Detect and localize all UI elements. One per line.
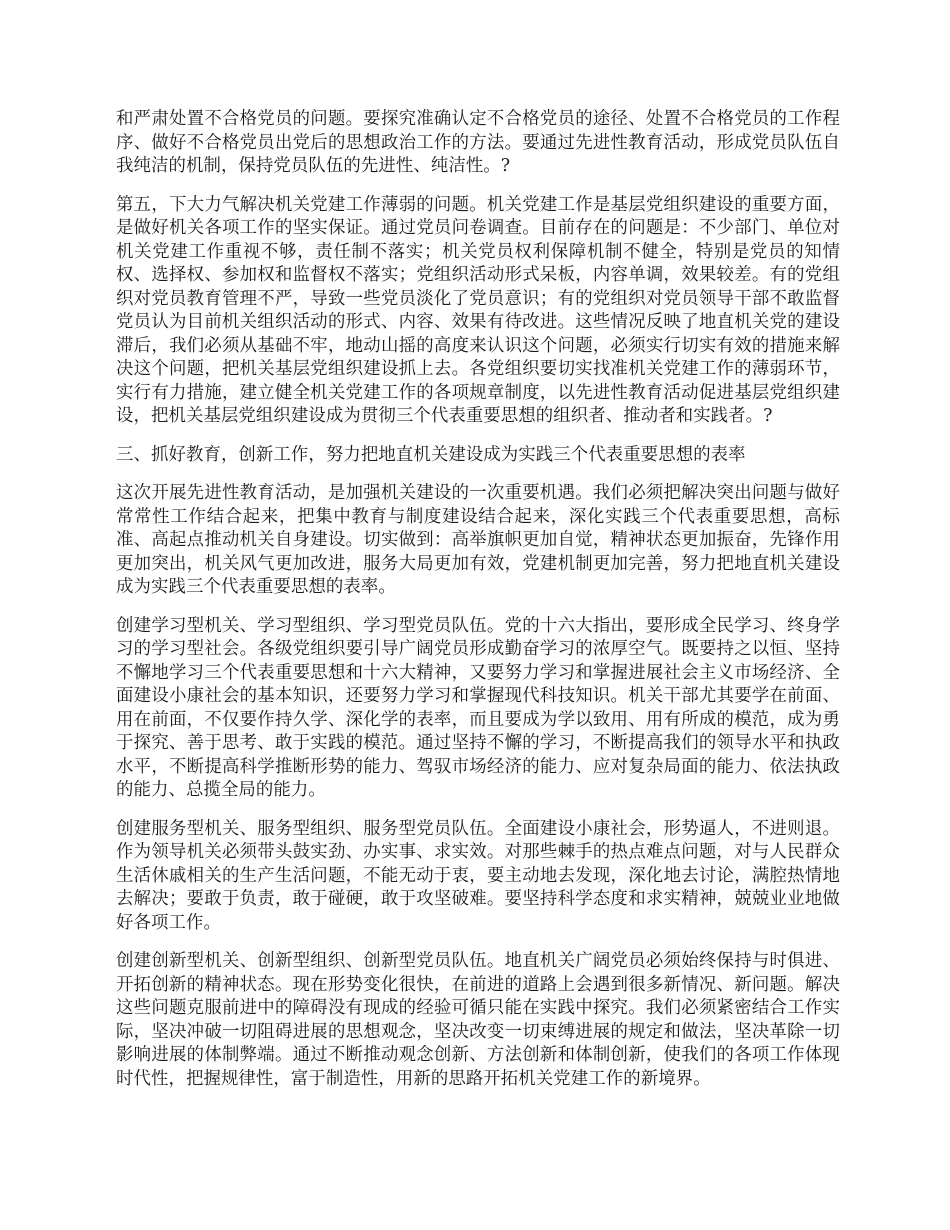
- paragraph-learning-organization: 创建学习型机关、学习型组织、学习型党员队伍。党的十六大指出，要形成全民学习、终身学习的学习型社会。各级党组织要引导广阔党员形成勤奋学习的浓厚空气。既要持之以恒、坚持不懈地学习三个代表重要思想和十六大精神，又要努力学习和掌握进展社会主义市场经济、全面建设小康社会的基本知识，还要努力学习和掌握现代科技知识。机关干部尤其要学在前面、用在前面，不仅要作持久学、深化学的表率，而且要成为学以致用、用有所成的模范，成为勇于探究、善于思考、敢于实践的模范。通过坚持不懈的学习，不断提高我们的领导水平和执政水平，不断提高科学推断形势的能力、驾驭市场经济的能力、应对复杂局面的能力、依法执政的能力、总揽全局的能力。: [116, 615, 840, 800]
- paragraph-point-five: 第五，下大力气解决机关党建工作薄弱的问题。机关党建工作是基层党组织建设的重要方面，是做好机关各项工作的坚实保证。通过党员问卷调查。目前存在的问题是：不少部门、单位对机关党建工作重视不够，责任制不落实；机关党员权利保障机制不健全，特别是党员的知情权、选择权、参加权和监督权不落实；党组织活动形式呆板，内容单调，效果较差。有的党组织对党员教育管理不严，导致一些党员淡化了党员意识；有的党组织对党员领导干部不敢监督党员认为目前机关组织活动的形式、内容、效果有待改进。这些情况反映了地直机关党的建设滞后，我们必须从基础不牢，地动山摇的高度来认识这个问题，必须实行切实有效的措施来解决这个问题，把机关基层党组织建设抓上去。各党组织要切实找准机关党建工作的薄弱环节，实行有力措施，建立健全机关党建工作的各项规章制度，以先进性教育活动促进基层党组织建设，把机关基层党组织建设成为贯彻三个代表重要思想的组织者、推动者和实践者。?: [116, 194, 840, 426]
- paragraph-continuation: 和严肃处置不合格党员的问题。要探究准确认定不合格党员的途径、处置不合格党员的工作程序、做好不合格党员出党后的思想政治工作的方法。要通过先进性教育活动，形成党员队伍自我纯洁的机制，保持党员队伍的先进性、纯洁性。?: [116, 109, 840, 176]
- paragraph-innovation-organization: 创建创新型机关、创新型组织、创新型党员队伍。地直机关广阔党员必须始终保持与时俱进、开拓创新的精神状态。现在形势变化很快，在前进的道路上会遇到很多新情况、新问题。解决这些问题克服前进中的障碍没有现成的经验可循只能在实践中探究。我们必须紧密结合工作实际，坚决冲破一切阻碍进展的思想观念，坚决改变一切束缚进展的规定和做法，坚决革除一切影响进展的体制弊端。通过不断推动观念创新、方法创新和体制创新，使我们的各项工作体现时代性，把握规律性，富于制造性，用新的思路开拓机关党建工作的新境界。: [116, 951, 840, 1089]
- paragraph-section-intro: 这次开展先进性教育活动，是加强机关建设的一次重要机遇。我们必须把解决突出问题与做好常常性工作结合起来，把集中教育与制度建设结合起来，深化实践三个代表重要思想，高标准、高起点推动机关自身建设。切实做到：高举旗帜更加自觉，精神状态更加振奋，先锋作用更加突出，机关风气更加改进，服务大局更加有效，党建机制更加完善，努力把地直机关建设成为实践三个代表重要思想的表率。: [116, 483, 840, 597]
- section-heading-three: 三、抓好教育，创新工作，努力把地直机关建设成为实践三个代表重要思想的表率: [116, 444, 746, 465]
- paragraph-service-organization: 创建服务型机关、服务型组织、服务型党员队伍。全面建设小康社会，形势逼人，不进则退。作为领导机关必须带头鼓实劲、办实事、求实效。对那些棘手的热点难点问题，对与人民群众生活休戚相关的生产生活问题，不能无动于衷，要主动地去发现，深化地去讨论，满腔热情地去解决；要敢于负责，敢于碰硬，敢于攻坚破难。要坚持科学态度和求实精神，兢兢业业地做好各项工作。: [116, 818, 840, 933]
- document-body: [116, 108, 840, 1106]
